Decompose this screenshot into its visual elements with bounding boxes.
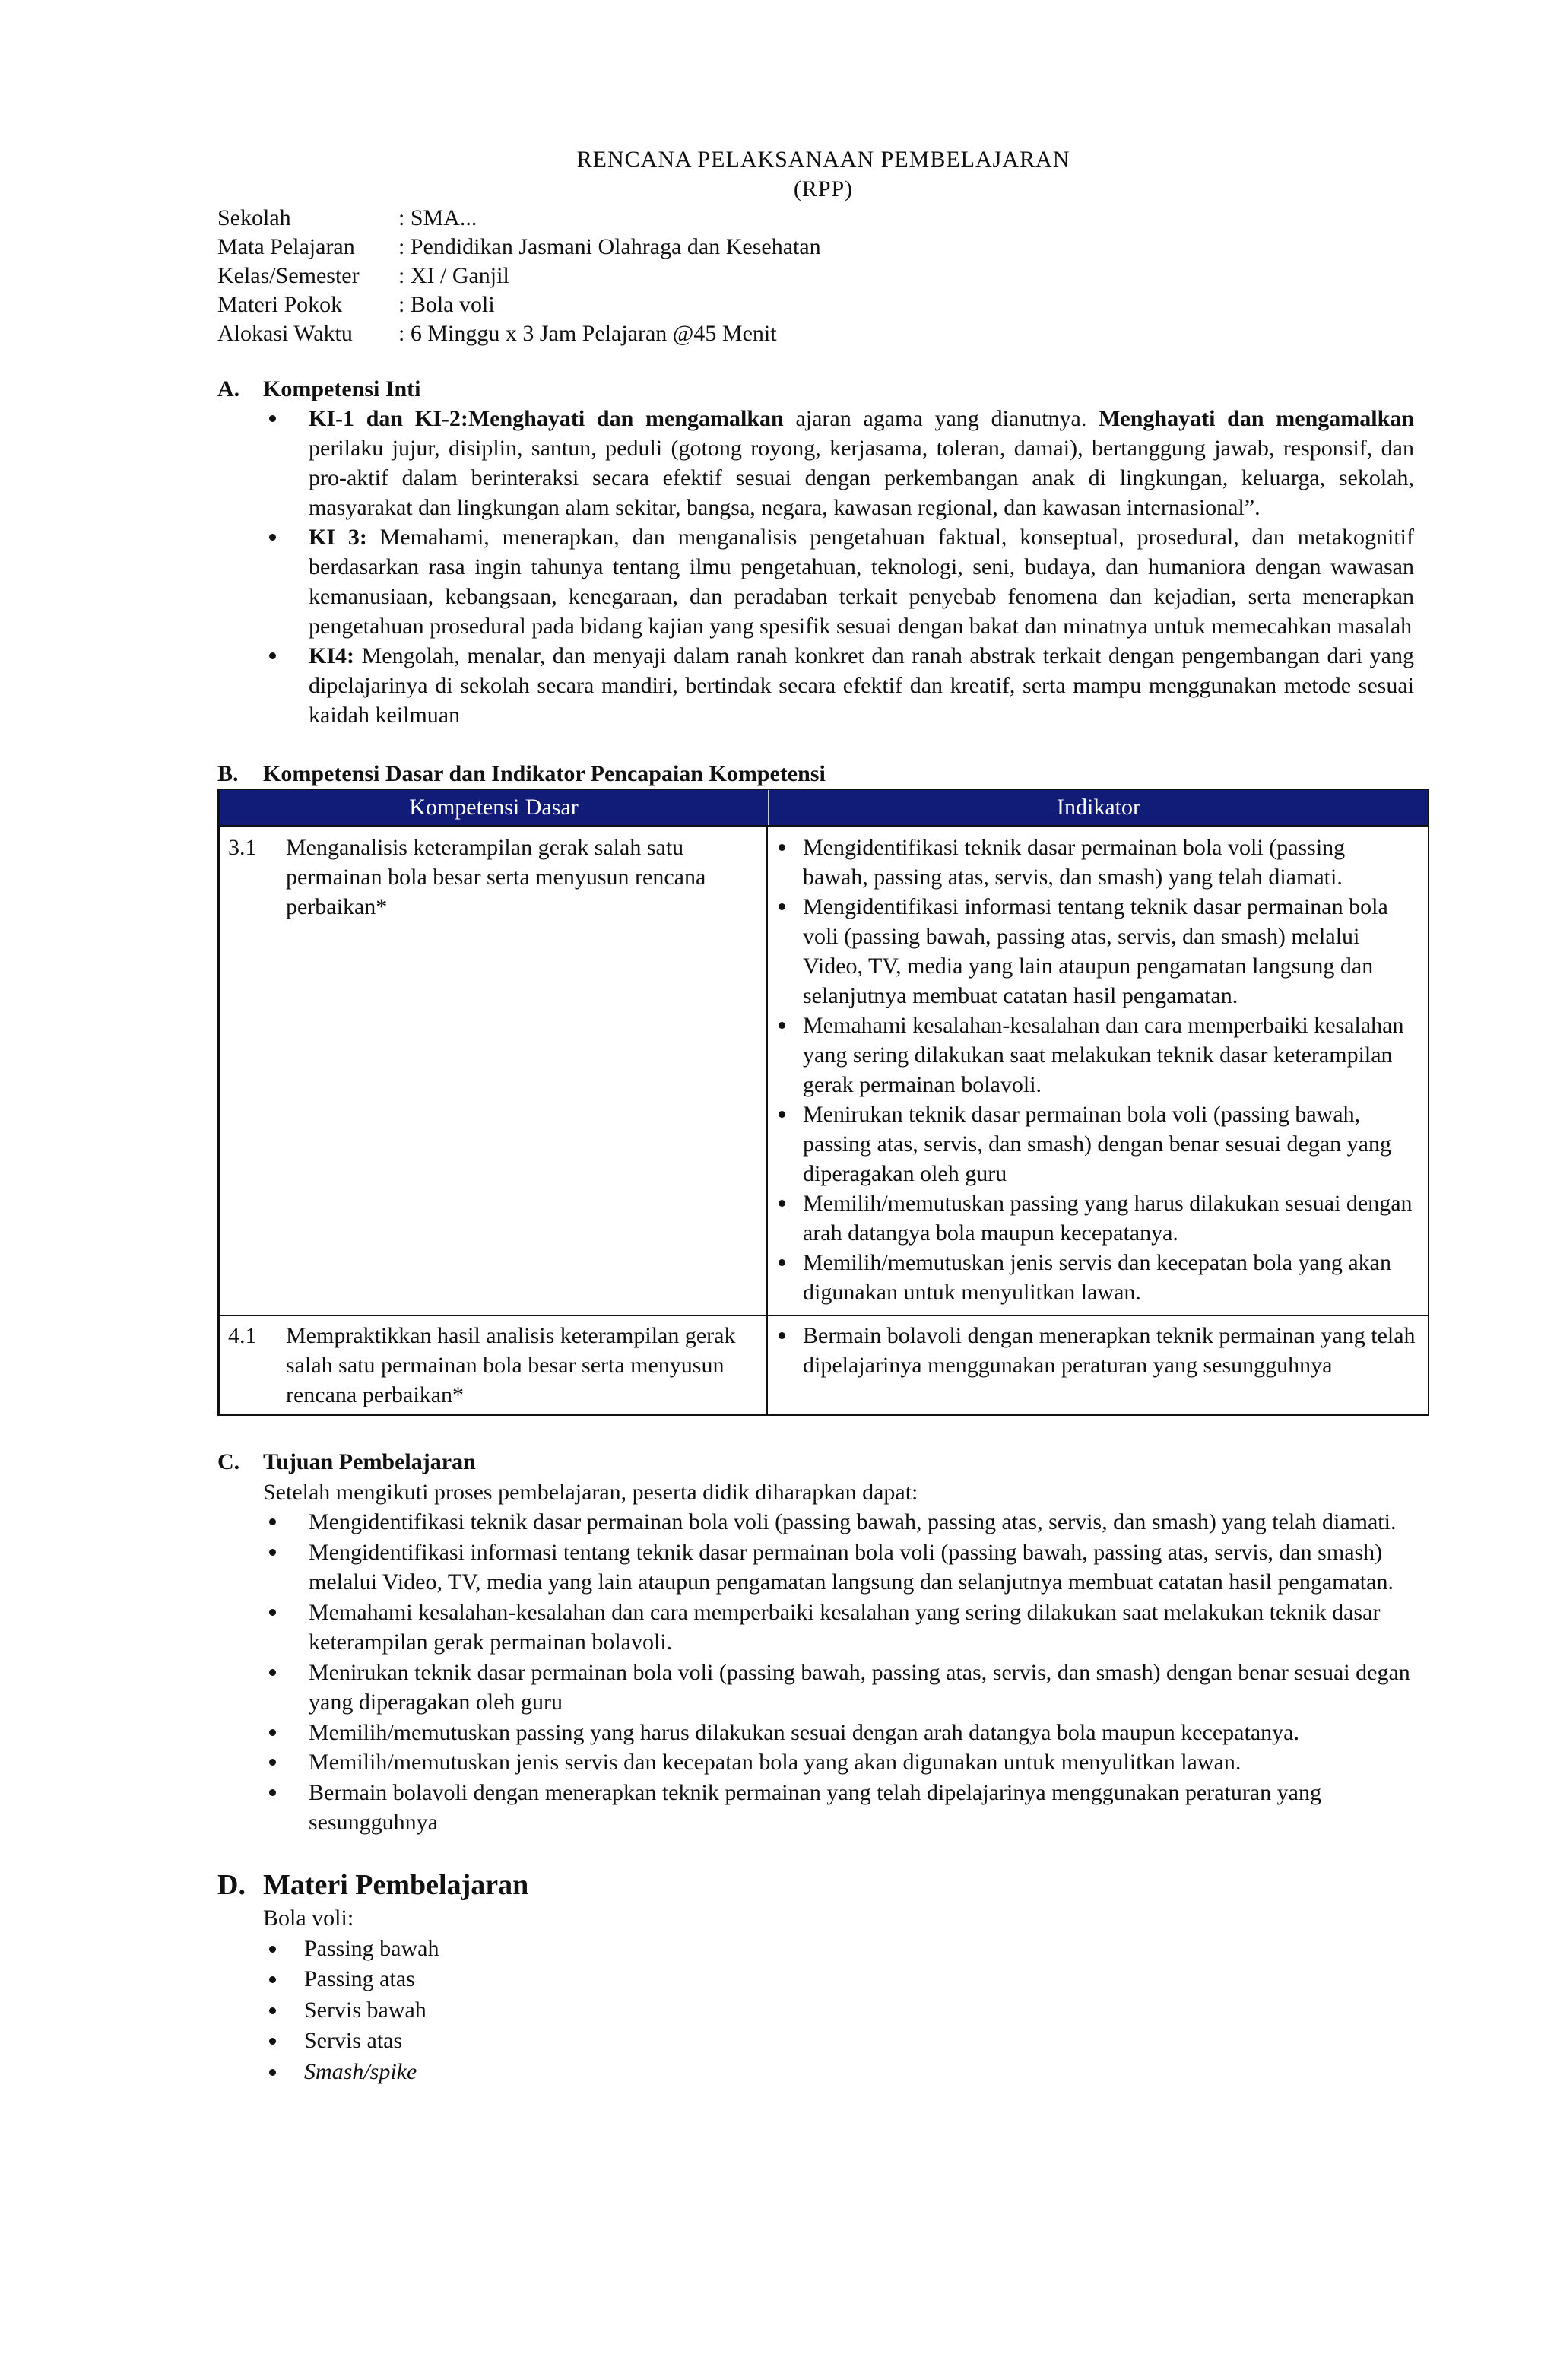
bullet-icon <box>778 903 785 910</box>
objective-item <box>217 1658 1429 1718</box>
identity-label: Sekolah <box>217 205 291 230</box>
section-kompetensi-inti <box>217 374 1429 730</box>
bullet-icon <box>269 2007 276 2014</box>
table-header <box>220 790 1428 825</box>
ki-item <box>217 522 1429 641</box>
section-heading <box>217 759 1429 789</box>
section-heading <box>217 1447 1429 1477</box>
bullet-icon <box>269 1669 276 1676</box>
section-letter: A. <box>217 376 240 401</box>
objective-item <box>217 1537 1429 1598</box>
ki-item <box>217 641 1429 730</box>
ki-text: Mengolah, menalar, dan menyaji dalam ranah konkret dan ranah abstrak terkait dengan pengembangan dari yang dipelajarinya di sekolah secara mandiri, bertindak secara efektif dan kreatif, serta mampu menggunakan metode sesuai kaidah keilmuan <box>309 643 1414 728</box>
bullet-icon <box>269 2038 276 2045</box>
indicator-item <box>768 1248 1416 1307</box>
bullet-icon <box>269 652 276 659</box>
section-title: Kompetensi Inti <box>263 376 421 401</box>
identity-label: Alokasi Waktu <box>217 321 353 346</box>
bullet-icon <box>778 1259 785 1266</box>
identity-value: : XI / Ganjil <box>398 263 509 288</box>
kd-number: 3.1 <box>228 835 257 860</box>
identity-value: : Pendidikan Jasmani Olahraga dan Kesehatan <box>398 234 821 259</box>
indicator-item <box>768 1188 1416 1248</box>
bullet-icon <box>269 1789 276 1796</box>
indicator-text: Menirukan teknik dasar permainan bola voli (passing bawah, passing atas, servis, dan smash) dengan benar sesuai degan yang diperagakan oleh guru <box>803 1102 1391 1186</box>
table-row <box>220 825 1428 1315</box>
indicator-cell <box>768 827 1428 1315</box>
kd-text: Mempraktikkan hasil analisis keterampilan gerak salah satu permainan bola besar serta menyusun rencana perbaikan* <box>286 1323 736 1407</box>
bullet-icon <box>269 2069 276 2076</box>
section-title: Materi Pembelajaran <box>263 1868 529 1901</box>
rpp-document <box>217 144 1429 2087</box>
section-intro: Setelah mengikuti proses pembelajaran, peserta didik diharapkan dapat: <box>263 1479 918 1505</box>
bullet-icon <box>778 1332 785 1339</box>
objective-text: Bermain bolavoli dengan menerapkan teknik permainan yang telah dipelajarinya menggunakan peraturan yang sesungguhnya <box>309 1779 1321 1835</box>
identity-row-alokasi-waktu <box>217 319 1429 348</box>
identity-value: : SMA... <box>398 205 477 230</box>
material-item <box>217 2057 1429 2088</box>
indicator-item <box>768 833 1416 892</box>
document-title: RENCANA PELAKSANAAN PEMBELAJARAN <box>576 147 1070 172</box>
section-title: Tujuan Pembelajaran <box>263 1449 476 1474</box>
section-letter: C. <box>217 1449 240 1474</box>
identity-value: : Bola voli <box>398 292 495 317</box>
bullet-icon <box>269 534 276 541</box>
bullet-icon <box>778 1200 785 1207</box>
section-tujuan-pembelajaran <box>217 1447 1429 1838</box>
identity-row-kelas-semester <box>217 262 1429 290</box>
section-heading <box>217 1867 1429 1903</box>
ki-label: KI4: <box>309 643 354 668</box>
objective-text: Memahami kesalahan-kesalahan dan cara memperbaiki kesalahan yang sering dilakukan saat melakukan teknik dasar keterampilan gerak permainan bolavoli. <box>309 1599 1381 1655</box>
material-text: Passing atas <box>304 1966 415 1991</box>
bullet-icon <box>778 844 785 851</box>
document-subtitle: (RPP) <box>793 176 854 202</box>
indicator-text: Mengidentifikasi informasi tentang teknik dasar permainan bola voli (passing bawah, passing atas, servis, dan smash) melalui Video, TV, media yang lain ataupun pengamatan langsung dan selanjutnya membuat catatan hasil pengamatan. <box>803 894 1388 1008</box>
kd-number: 4.1 <box>228 1323 257 1348</box>
table-header-cell: Indikator <box>1057 795 1140 820</box>
identity-label: Materi Pokok <box>217 292 343 317</box>
section-letter: D. <box>217 1868 246 1901</box>
identity-block <box>217 204 1429 348</box>
identity-row-mata-pelajaran <box>217 233 1429 262</box>
ki-text: Memahami, menerapkan, dan menganalisis pengetahuan faktual, konseptual, prosedural, dan metakognitif berdasarkan rasa ingin tahunya tentang ilmu pengetahuan, teknologi, seni, budaya, dan humaniora dengan wawasan kemanusiaan, kebangsaan, kenegaraan, dan peradaban terkait penyebab fenomena dan kejadian, serta menerapkan pengetahuan prosedural pada bidang kajian yang spesifik sesuai dengan bakat dan minatnya untuk memecahkan masalah <box>309 525 1414 639</box>
section-intro: Bola voli: <box>263 1905 354 1931</box>
table-row <box>220 1315 1428 1414</box>
objective-text: Menirukan teknik dasar permainan bola voli (passing bawah, passing atas, servis, dan smash) dengan benar sesuai degan yang diperagakan oleh guru <box>309 1659 1410 1715</box>
indicator-cell <box>768 1316 1428 1414</box>
kd-cell <box>220 1316 768 1414</box>
indicator-item <box>768 1321 1416 1380</box>
objective-item <box>217 1778 1429 1838</box>
indicator-text: Bermain bolavoli dengan menerapkan teknik permainan yang telah dipelajarinya menggunakan peraturan yang sesungguhnya <box>803 1323 1416 1378</box>
ki-label: Menghayati dan mengamalkan <box>1099 406 1414 431</box>
objective-item <box>217 1598 1429 1658</box>
identity-value: : 6 Minggu x 3 Jam Pelajaran @45 Menit <box>398 321 777 346</box>
material-text: Passing bawah <box>304 1935 439 1961</box>
ki-label: KI-1 dan KI-2:Menghayati dan mengamalkan <box>309 406 784 431</box>
objective-item <box>217 1507 1429 1537</box>
section-kompetensi-dasar <box>217 759 1429 1416</box>
indicator-item <box>768 1011 1416 1100</box>
material-text: Servis bawah <box>304 1997 427 2023</box>
bullet-icon <box>269 1549 276 1556</box>
indicator-text: Mengidentifikasi teknik dasar permainan bola voli (passing bawah, passing atas, servis, dan smash) yang telah diamati. <box>803 835 1346 890</box>
identity-row-materi-pokok <box>217 290 1429 319</box>
objective-item <box>217 1718 1429 1748</box>
kd-indicator-table <box>217 789 1429 1416</box>
ki-item <box>217 404 1429 522</box>
material-item <box>217 2026 1429 2057</box>
bullet-icon <box>269 1759 276 1766</box>
objective-text: Memilih/memutuskan jenis servis dan kecepatan bola yang akan digunakan untuk menyulitkan lawan. <box>309 1750 1241 1775</box>
bullet-icon <box>269 415 276 422</box>
bullet-icon <box>778 1022 785 1029</box>
objective-text: Mengidentifikasi informasi tentang teknik dasar permainan bola voli (passing bawah, passing atas, servis, dan smash) melalui Video, TV, media yang lain ataupun pengamatan langsung dan selanjutnya membuat catatan hasil pengamatan. <box>309 1539 1394 1595</box>
section-heading <box>217 374 1429 404</box>
bullet-icon <box>269 1609 276 1616</box>
bullet-icon <box>269 1518 276 1525</box>
material-item <box>217 1934 1429 1965</box>
section-materi-pembelajaran <box>217 1867 1429 2088</box>
ki-label: KI 3: <box>309 525 367 550</box>
bullet-icon <box>269 1946 276 1953</box>
identity-label: Kelas/Semester <box>217 263 360 288</box>
material-text: Servis atas <box>304 2028 403 2053</box>
indicator-text: Memilih/memutuskan passing yang harus dilakukan sesuai dengan arah datangya bola maupun kecepatanya. <box>803 1191 1413 1246</box>
indicator-text: Memilih/memutuskan jenis servis dan kecepatan bola yang akan digunakan untuk menyulitkan lawan. <box>803 1250 1391 1305</box>
ki-text: perilaku jujur, disiplin, santun, peduli (gotong royong, kerjasama, toleran, damai), bertanggung jawab, responsif, dan pro-aktif dalam berinteraksi secara efektif sesuai dengan perkembangan anak di lingkungan, keluarga, sekolah, masyarakat dan lingkungan alam sekitar, bangsa, negara, kawasan regional, dan kawasan internasional”. <box>309 436 1414 520</box>
indicator-text: Memahami kesalahan-kesalahan dan cara memperbaiki kesalahan yang sering dilakukan saat melakukan teknik dasar keterampilan gerak permainan bolavoli. <box>803 1013 1404 1097</box>
bullet-icon <box>778 1111 785 1118</box>
indicator-item <box>768 1100 1416 1188</box>
ki-text: ajaran agama yang dianutnya. <box>783 406 1099 431</box>
material-item <box>217 1995 1429 2026</box>
material-item <box>217 1964 1429 1995</box>
material-text: Smash/spike <box>304 2058 417 2084</box>
identity-row-sekolah <box>217 204 1429 233</box>
kd-text: Menganalisis keterampilan gerak salah satu permainan bola besar serta menyusun rencana perbaikan* <box>286 835 706 919</box>
objective-text: Mengidentifikasi teknik dasar permainan bola voli (passing bawah, passing atas, servis, dan smash) yang telah diamati. <box>309 1509 1397 1534</box>
objective-text: Memilih/memutuskan passing yang harus dilakukan sesuai dengan arah datangya bola maupun kecepatanya. <box>309 1719 1299 1745</box>
identity-label: Mata Pelajaran <box>217 234 355 259</box>
section-letter: B. <box>217 761 239 786</box>
indicator-item <box>768 892 1416 1011</box>
bullet-icon <box>269 1729 276 1736</box>
kd-cell <box>220 827 768 1315</box>
objective-item <box>217 1747 1429 1778</box>
bullet-icon <box>269 1976 276 1983</box>
section-title: Kompetensi Dasar dan Indikator Pencapaian Kompetensi <box>263 761 826 786</box>
table-header-cell: Kompetensi Dasar <box>220 790 769 825</box>
